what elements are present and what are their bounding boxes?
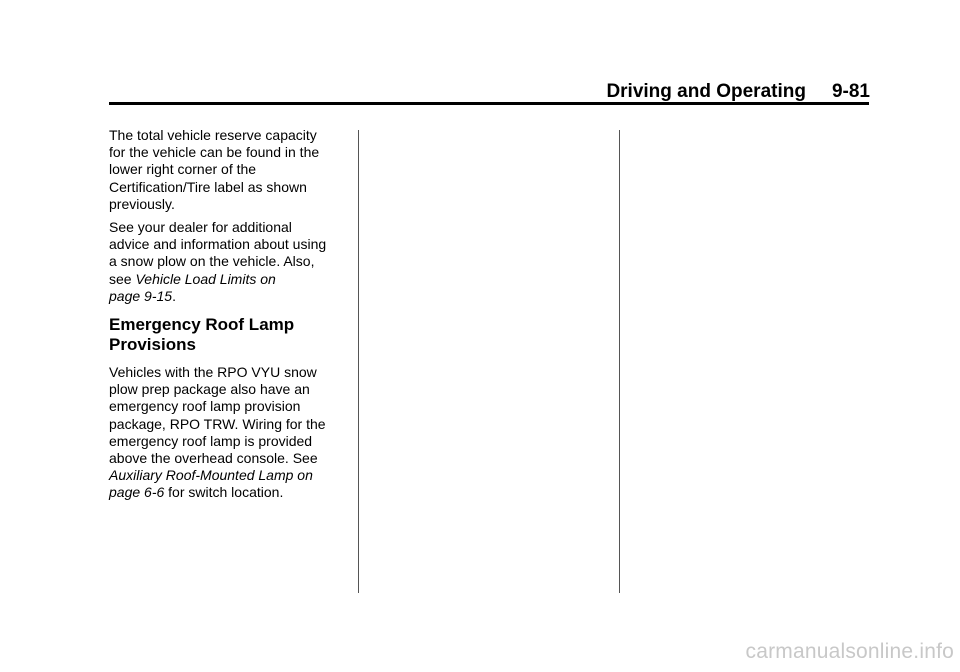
text-line: plow prep package also have an [109,381,310,398]
text-column-left [109,127,345,508]
text-line: package, RPO TRW. Wiring for the [109,415,326,432]
text-line: above the overhead console. See [109,450,318,467]
paragraph-dealer-advice [109,219,345,305]
text-line: The total vehicle reserve capacity [109,127,317,143]
paragraph-reserve-capacity [109,127,345,213]
cross-reference-link[interactable]: Vehicle Load Limits on page 9-15 [109,270,276,304]
text-line: lower right corner of the [109,161,257,178]
text-line: emergency roof lamp provision [109,398,301,415]
text-line: Vehicles with the RPO VYU snow [109,364,317,381]
watermark: carmanualsonline.info [745,640,954,663]
column-divider-left [358,130,359,593]
page-number: 9-81 [831,81,870,102]
sentence-end: . [172,287,176,304]
text-line: see [109,270,132,287]
text-line: Certification/Tire label as shown [109,178,307,195]
text-line: a snow plow on the vehicle. Also, [109,253,315,270]
text-line: for the vehicle can be found in the [109,144,320,161]
column-divider-right [619,130,620,593]
text-line: previously. [109,195,175,212]
sentence-end: for switch location. [164,484,284,501]
page-header [560,80,870,104]
header-rule [109,102,869,105]
text-line: advice and information about using [109,236,327,253]
section-title: Driving and Operating [606,81,806,102]
text-line: See your dealer for additional [109,219,292,236]
cross-reference-link[interactable]: Auxiliary Roof-Mounted Lamp on page 6-6 [109,467,313,501]
text-line: emergency roof lamp is provided [109,432,313,449]
section-heading: Emergency Roof Lamp Provisions [109,315,295,355]
paragraph-roof-lamp [109,364,345,502]
